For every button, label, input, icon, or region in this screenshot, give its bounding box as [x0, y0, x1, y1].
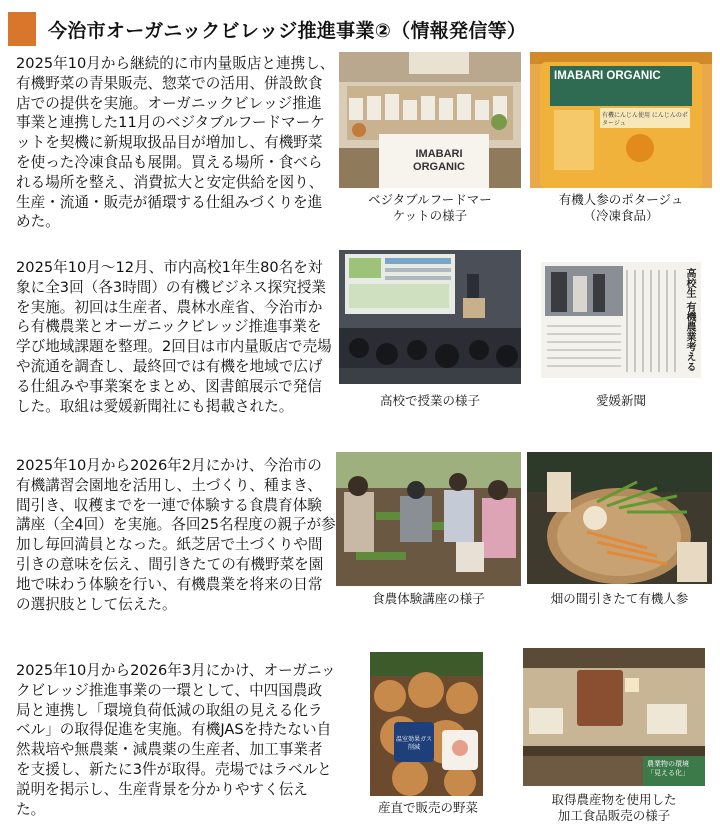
- section-2-text: 2025年10月～12月、市内高校1年生80名を対象に全3回（各3時間）の有機ビジネス探究授業を実施。初回は生産者、農林水産省、今治市から有機農業とオーガニックビレッジ推進事業を学び地域課題を整理。2回目は市内量販店で売場や流通を調査し、最終回では有機を地域で広げる仕組みや事業案をまとめ、図書館展示で発信した。取組は愛媛新聞社にも掲載された。: [16, 259, 332, 415]
- ehime-newspaper-clipping: [541, 262, 701, 378]
- processed-food-sales-photo: [523, 648, 705, 786]
- caption-high-school-class: 高校で授業の様子: [379, 393, 480, 408]
- visualization-poster: 農業物の環境 「見える化」: [647, 760, 689, 777]
- title-accent-block: [8, 12, 36, 46]
- page-title: 今治市オーガニックビレッジ推進事業②（情報発信等）: [48, 20, 527, 42]
- emission-reduction-badge: 温室効果ガス 削減: [395, 736, 432, 751]
- newspaper-headline: 高校生 有機農業考える: [684, 268, 695, 372]
- imabari-organic-sign: IMABARI ORGANIC: [413, 148, 465, 173]
- vegetable-market-photo: [339, 52, 521, 188]
- caption-farm-experience: 食農体験講座の様子: [372, 591, 485, 606]
- title-bar: [8, 10, 712, 44]
- caption-thinned-carrots: 畑の間引きたて有機人参: [550, 591, 689, 606]
- package-brand-label: IMABARI ORGANIC: [554, 70, 661, 82]
- section-4-text: 2025年10月から2026年3月にかけ、オーガニックビレッジ推進事業の一環として、中四国農政局と連携し「環境負荷低減の取組の見える化ラベル」の取得促進を実施。有機JASを持たない自然栽培や無農薬・減農薬の生産者、加工事業者を支援し、新たに3件が取得。売場ではラベルと説明を掲示し、生産背景を分かりやすく伝えた。: [16, 662, 336, 818]
- caption-direct-sale-vegetables: 産直で販売の野菜: [377, 800, 478, 815]
- high-school-class-photo: [339, 250, 521, 384]
- caption-carrot-potage: 有機人参のポタージュ （冷凍食品）: [558, 192, 684, 223]
- direct-sale-vegetables-photo: [370, 652, 483, 796]
- caption-ehime-newspaper: 愛媛新聞: [595, 393, 646, 408]
- carrot-potage-photo: [530, 52, 712, 188]
- caption-vegetable-market: ベジタブルフードマー ケットの様子: [368, 192, 492, 223]
- section-3-text: 2025年10月から2026年2月にかけ、今治市の有機講習会園地を活用し、土づくり、種まき、間引き、収穫までを一連で体験する食農育体験講座（全4回）を実施。各回25名程度の親子が参加し毎回満員となった。紙芝居で土づくりや間引きの意味を伝え、間引きたての有機野菜を園地で味わう体験を行い、有機農業を将来の日常の選択肢として伝えた。: [16, 457, 336, 613]
- package-product-label: 有機にんじん使用 にんじんのポタージュ: [602, 112, 688, 127]
- thinned-carrots-photo: [527, 452, 712, 584]
- farm-experience-class-photo: [336, 452, 521, 586]
- caption-processed-food-sales: 取得農産物を使用した 加工食品販売の様子: [551, 792, 677, 823]
- section-1-text: 2025年10月から継続的に市内量販店と連携し、有機野菜の青果販売、惣菜での活用、併設飲食店での提供を実施。オーガニックビレッジ推進事業と連携した11月のベジタブルフードマーケットを契機に新規取扱品目が増加し、有機野菜を使った冷凍食品も展開。買える場所・食べられる場所を整え、消費拡大と安定供給を図り、生産・流通・販売が循環する仕組みづくりを進めた。: [16, 55, 335, 231]
